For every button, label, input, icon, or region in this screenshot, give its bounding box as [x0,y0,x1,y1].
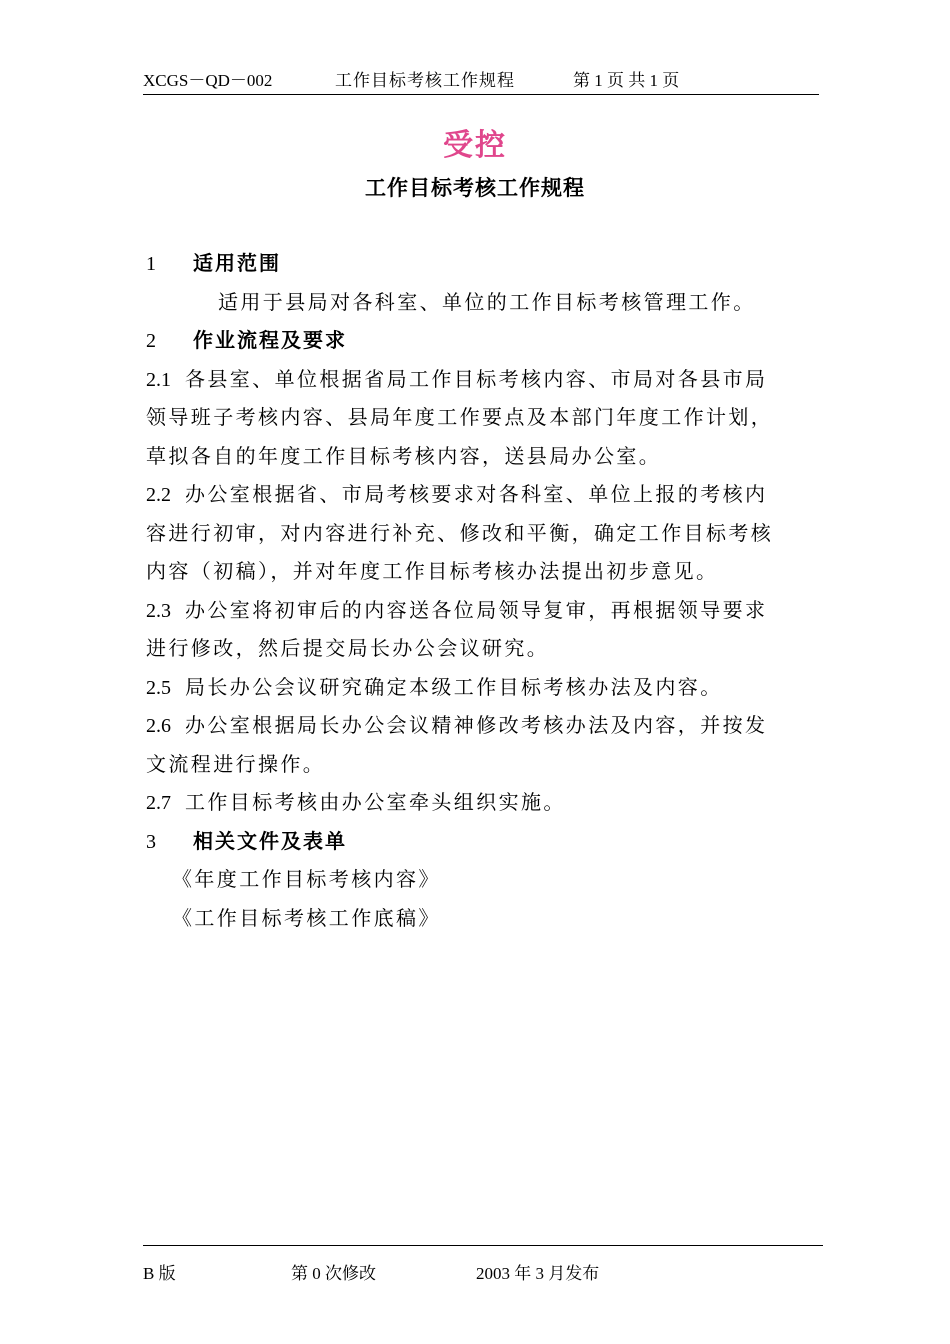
header-title: 工作目标考核工作规程 [335,71,515,90]
revision: 第 0 次修改 [291,1264,376,1283]
page-number: 第 1 页 共 1 页 [573,71,680,90]
controlled-stamp: 受控 [443,128,507,163]
document-body [146,244,822,937]
paragraph: 2.3 办公室将初审后的内容送各位局领导复审，再根据领导要求 [146,597,768,622]
section-heading: 2 作业流程及要求 [146,328,347,352]
paragraph: 2.2 办公室根据省、市局考核要求对各科室、单位上报的考核内 [146,482,768,506]
paragraph-line: 内容（初稿），并对年度工作目标考核办法提出初步意见。 [146,559,719,583]
form-reference: 《工作目标考核工作底稿》 [172,905,441,930]
paragraph: 2.6 办公室根据局长办公会议精神修改考核办法及内容，并按发 [146,713,768,737]
paragraph-line: 草拟各自的年度工作目标考核内容，送县局办公室。 [146,443,662,468]
document-code: XCGS－QD－002 [143,71,273,90]
paragraph: 2.1 各县室、单位根据省局工作目标考核内容、市局对各县市局 [146,366,768,391]
paragraph: 2.5 局长办公会议研究确定本级工作目标考核办法及内容。 [146,674,723,699]
paragraph-line: 文流程进行操作。 [146,751,326,776]
paragraph-line: 容进行初审，对内容进行补充、修改和平衡，确定工作目标考核 [146,520,774,545]
paragraph-line: 进行修改，然后提交局长办公会议研究。 [146,636,550,660]
section-heading: 1 适用范围 [146,251,281,275]
paragraph: 2.7 工作目标考核由办公室牵头组织实施。 [146,790,566,814]
page-header [143,64,819,95]
form-reference: 《年度工作目标考核内容》 [172,867,441,891]
document-title: 工作目标考核工作规程 [365,176,585,200]
section-heading: 3 相关文件及表单 [146,828,347,853]
edition: B 版 [143,1264,176,1283]
paragraph-line: 领导班子考核内容、县局年度工作要点及本部门年度工作计划， [146,405,774,429]
issue-date: 2003 年 3 月发布 [476,1264,600,1283]
page-footer [143,1245,823,1283]
paragraph: 适用于县局对各科室、单位的工作目标考核管理工作。 [218,289,756,314]
